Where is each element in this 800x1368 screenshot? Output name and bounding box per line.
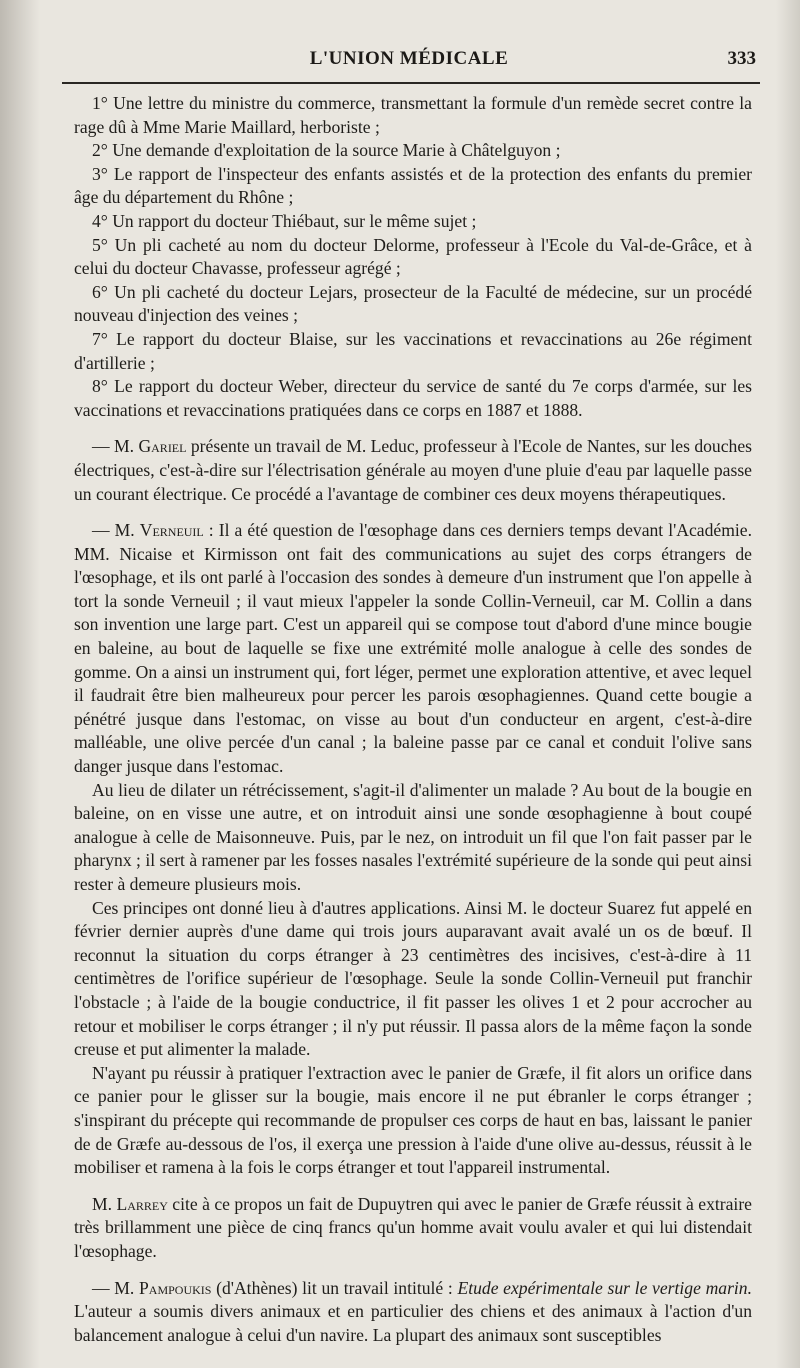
list-item: 3° Le rapport de l'inspecteur des enfants assistés et de la protection des enfants du premier âge du département du Rhône ;	[74, 163, 752, 208]
list-item: 1° Une lettre du ministre du commerce, transmettant la formule d'un remède secret contre la rage dû à Mme Marie Maillard, herboriste ;	[74, 93, 752, 137]
list-item: 5° Un pli cacheté au nom du docteur Delorme, professeur à l'Ecole du Val-de-Grâce, et à celui du docteur Chavasse, professeur agrégé ;	[74, 234, 752, 279]
dash-lead: — M.	[92, 520, 140, 541]
page-number: 333	[727, 48, 756, 69]
paragraph-text: : Il a été question de l'œsophage dans ces derniers temps devant l'Académie. MM. Nicaise et Kirmisson ont fait des communications au sujet des corps étrangers de l'œsophage, et ils ont parlé à l'occasion des sondes à demeure d'un instrument que l'on appelle à tort la sonde Verneuil ; il vaut mieux l'appeler la sonde Collin-Verneuil, car M. Collin a dans son invention une large part. C'est un appareil qui se compose tout d'abord d'une mince bougie en baleine, au bout de laquelle se fixe une extrémité molle analogue à celle des sondes de gomme. On a ainsi un instrument qui, fort léger, permet une exploration attentive, et avec lequel il faudrait être bien malheureux pour percer les parois œsophagiennes. Quand cette bougie a pénétré jusque dans l'estomac, on visse au bout d'un conducteur en argent, c'est-à-dire malléable, une olive percée d'un canal ; la baleine passe par ce canal et conduit l'olive sans danger jusque dans l'estomac.	[74, 520, 753, 777]
larrey-paragraph	[74, 1193, 752, 1264]
list-item: 2° Une demande d'exploitation de la source Marie à Châtelguyon ;	[92, 140, 561, 161]
article-body	[74, 92, 752, 1347]
lead: M.	[92, 1193, 117, 1214]
list-item: 6° Un pli cacheté du docteur Lejars, prosecteur de la Faculté de médecine, sur un procédé nouveau d'injection des veines ;	[74, 281, 752, 326]
speaker-name: Verneuil	[139, 520, 204, 541]
speaker-name: Larrey	[116, 1193, 168, 1214]
pampoukis-paragraph	[74, 1277, 752, 1348]
paragraph-text: cite à ce propos un fait de Dupuytren qui avec le panier de Græfe réussit à extraire très brillamment une pièce de cinq francs qu'un homme avait voulu avaler et qui lui distendait l'œsophage.	[74, 1193, 752, 1261]
gariel-paragraph	[74, 435, 752, 506]
speaker-name: Pampoukis	[139, 1277, 212, 1298]
paragraph: N'ayant pu réussir à pratiquer l'extraction avec le panier de Græfe, il fit alors un orifice dans ce panier pour le glisser sur la bougie, mais encore il ne put ébranler le corps étranger ; s'inspirant du précepte qui recommande de propulser ces corps de haut en bas, laissant le panier de de Græfe au-dessous de l'os, il exerça une pression à l'aide d'une olive au-dessus, réussit à le mobiliser et ramena à la fois le corps étranger et tout l'appareil instrumental.	[74, 1062, 752, 1178]
paragraph: Au lieu de dilater un rétrécissement, s'agit-il d'alimenter un malade ? Au bout de la bougie en baleine, on en visse une autre, et on introduit ainsi une sonde œsophagienne à bout coupé analogue à celle de Maisonneuve. Puis, par le nez, on introduit un fil que l'on fait passer par le pharynx ; il sert à ramener par les fosses nasales l'extrémité supérieure de la sonde qui peut ainsi rester à demeure plusieurs mois.	[74, 779, 752, 894]
running-title: L'UNION MÉDICALE	[309, 48, 509, 69]
header-rule	[62, 82, 760, 84]
list-item: 8° Le rapport du docteur Weber, directeur du service de santé du 7e corps d'armée, sur les vaccinations et revaccinations pratiquées dans ce corps en 1887 et 1888.	[74, 376, 752, 420]
dash-lead: — M.	[92, 436, 139, 457]
list-item: 4° Un rapport du docteur Thiébaut, sur le même sujet ;	[92, 210, 477, 231]
paragraph-text: (d'Athènes) lit un travail intitulé :	[211, 1277, 458, 1298]
work-title: Etude expérimentale sur le vertige marin.	[457, 1277, 753, 1298]
list-item: 7° Le rapport du docteur Blaise, sur les vaccinations et revaccinations au 26e régiment d'artillerie ;	[74, 328, 752, 373]
verneuil-paragraph	[74, 519, 752, 779]
paragraph-text: L'auteur a soumis divers animaux et en particulier des chiens et des animaux à l'action d'un balancement analogue à celui d'un navire. La plupart des animaux sont susceptibles	[74, 1301, 752, 1345]
speaker-name: Gariel	[138, 436, 187, 457]
paragraph: Ces principes ont donné lieu à d'autres applications. Ainsi M. le docteur Suarez fut appelé en février dernier auprès d'une dame qui trois jours auparavant avait avalé un os de bœuf. Il reconnut la situation du corps étranger à 23 centimètres des incisives, c'est-à-dire à 11 centimètres de l'orifice supérieur de l'œsophage. Seule la sonde Collin-Verneuil put franchir l'obstacle ; à l'aide de la bougie conductrice, il fit passer les olives 1 et 2 pour accrocher au retour et mobiliser le corps étranger ; il n'y put réussir. Il passa alors de la même façon la sonde creuse et put alimenter la malade.	[74, 897, 752, 1060]
paragraph-text: présente un travail de M. Leduc, professeur à l'Ecole de Nantes, sur les douches électriques, c'est-à-dire sur l'électrisation générale au moyen d'une pluie d'eau par laquelle passe un courant électrique. Ce procédé a l'avantage de combiner ces deux moyens thérapeutiques.	[74, 436, 752, 504]
dash-lead: — M.	[92, 1277, 139, 1298]
page-header	[62, 48, 756, 76]
